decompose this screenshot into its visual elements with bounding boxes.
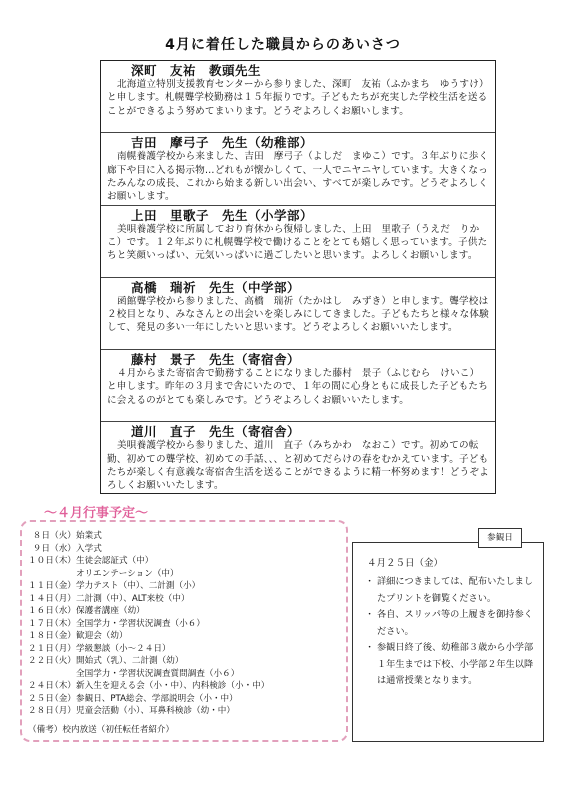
- schedule-row: [28, 618, 340, 631]
- visit-item: [363, 640, 535, 690]
- schedule-weekday: （木）: [50, 681, 76, 691]
- staff-entry: [101, 422, 495, 494]
- staff-entry: [101, 206, 495, 278]
- staff-message: 函館聾学校から参りました、高橋 瑞祈（たかはし みずき）と申します。聾学校は２校目となり、みなさんとの出会いを楽しみにしてきました。子どもたちと様々な体験して、発見の多い一年にしたいと思います。どうぞよろしくお願いいたします。: [107, 295, 489, 334]
- schedule-day: １０日: [28, 556, 54, 566]
- schedule-event: 始業式: [76, 531, 102, 541]
- schedule-weekday: （月）: [50, 593, 76, 604]
- schedule-event: 児童会活動（小）、耳鼻科検診（幼・中）: [76, 706, 235, 716]
- schedule-event: 入学式: [76, 543, 102, 554]
- schedule-event: 二計測（中）、ALT来校（中）: [76, 593, 190, 604]
- schedule-day: ９日: [32, 543, 50, 554]
- schedule-weekday: （月）: [50, 706, 76, 716]
- staff-greetings: [100, 60, 496, 494]
- bullet: ・: [365, 576, 375, 587]
- schedule-heading: ～４月行事予定～: [44, 506, 149, 521]
- schedule-event: 新入生を迎える会（小・中）、内科検診（小・中）: [76, 681, 270, 691]
- schedule-day: １６日: [28, 606, 54, 616]
- staff-entry: [101, 61, 495, 133]
- staff-name: 道川 直子 先生（寄宿舎）: [131, 424, 301, 440]
- schedule-event: 保護者講座（幼）: [76, 606, 145, 616]
- schedule-weekday: （水）: [50, 543, 76, 554]
- staff-message: 北海道立特別支援教育センターから参りました、深町 友祐（ふかまち ゆうすけ）と申します。札幌聾学校勤務は１５年振りです。子どもたちが充実した学校生活を送ることができるよう努めてまいります。どうぞよろしくお願いします。: [107, 79, 489, 117]
- schedule-weekday: （火）: [50, 531, 76, 541]
- schedule-row: [28, 543, 340, 556]
- schedule-event: 開始式（乳）、二計測（幼）: [76, 656, 184, 666]
- schedule-subitem: 全国学力・学習状況調査質問調査（小６）: [76, 668, 240, 679]
- visit-day-box: [352, 542, 544, 742]
- schedule-event: 学力テスト（中）、二計測（小）: [76, 581, 201, 591]
- schedule-day: ２１日: [28, 643, 54, 654]
- schedule-event: 生徒会認証式（中）: [76, 556, 154, 566]
- schedule-row: [28, 593, 340, 606]
- schedule-weekday: （金）: [50, 631, 76, 641]
- visit-item-text: 詳細につきましては、配布いたしましたプリントを御覧ください。: [377, 576, 534, 604]
- schedule-weekday: （金）: [50, 693, 76, 704]
- schedule-day: ２２日: [28, 656, 54, 666]
- schedule-day: １４日: [28, 593, 54, 604]
- schedule-row: [28, 555, 340, 568]
- staff-name: 上田 里歌子 先生（小学部）: [131, 207, 314, 223]
- schedule-row: [28, 643, 340, 656]
- schedule-row: [28, 705, 340, 718]
- schedule-weekday: （金）: [50, 581, 76, 591]
- schedule-event: 全国学力・学習状況調査（小６）: [76, 618, 205, 629]
- staff-name: 深町 友祐 教頭先生: [131, 63, 262, 78]
- schedule-row: [28, 630, 340, 643]
- schedule-row: [28, 655, 340, 668]
- staff-name: 高橋 瑞祈 先生（中学部）: [131, 279, 301, 295]
- staff-message: 南幌養護学校から来ました、吉田 摩弓子（よしだ まゆこ）です。３年ぶりに歩く廊下や目に入る掲示物…どれもが懐かしくて、一人でニヤニヤしています。大きくなったみんなの成長、これから始まる新しい出会い、すべてが楽しみです。どうぞよろしくお願いします。: [107, 151, 489, 203]
- schedule-event: 学級懇談（小～２４日）: [76, 643, 171, 654]
- schedule-note: （備考）校内放送（初任転任者紹介）: [28, 724, 175, 735]
- visit-item: [363, 574, 535, 607]
- visit-item: [363, 607, 535, 640]
- schedule-row: [28, 693, 340, 706]
- schedule-weekday: （木）: [50, 618, 76, 629]
- schedule-day: ２４日: [28, 681, 54, 691]
- staff-name: 吉田 摩弓子 先生（幼稚部）: [131, 135, 314, 151]
- schedule-subitem: オリエンテーション（中）: [76, 568, 179, 579]
- staff-message: 美唄養護学校から参りました、道川 直子（みちかわ なおこ）です。初めての転勤、初めての聾学校、初めての手話、、、と初めてだらけの春をむかえています。子どもたちが楽しく有意義な寄宿舎生活を送ることができるように精一杯努めます！どうぞよろしくお願いいたします。: [107, 440, 489, 492]
- schedule-row: [28, 680, 340, 693]
- schedule-day: １７日: [28, 618, 54, 629]
- schedule-box: [20, 520, 348, 742]
- schedule-day: １１日: [28, 581, 54, 591]
- schedule-weekday: （木）: [50, 556, 76, 566]
- schedule-day: ２８日: [28, 706, 54, 716]
- staff-message: ４月からまた寄宿舎で勤務することになりました藤村 景子（ふじむら けいこ）と申します。昨年の３月まで舎にいたので、１年の間に心身ともに成長した子どもたちに会えるのがとても楽しみです。どうぞよろしくお願いいたします。: [107, 368, 488, 406]
- bullet: ・: [365, 609, 375, 620]
- schedule-event: 歓迎会（幼）: [76, 631, 128, 641]
- staff-message: 美唄養護学校に所属しており育休から復帰しました、上田 里歌子（うえだ りかこ）です。１２年ぶりに札幌聾学校で働けることをとても嬉しく思っています。子供たちと笑顔いっぱい、元気いっぱいに過ごしたいと思います。よろしくお願いします。: [107, 223, 488, 262]
- schedule-row: [28, 580, 340, 593]
- schedule-event: 参観日、PTA総会、学部説明会（小・中）: [76, 693, 238, 704]
- visit-item-text: 各自、スリッパ等の上履きを御持参ください。: [377, 609, 533, 637]
- staff-entry: [101, 350, 495, 422]
- staff-entry: [101, 133, 495, 205]
- schedule-row: [28, 530, 340, 543]
- staff-name: 藤村 景子 先生（寄宿舎）: [131, 352, 301, 368]
- visit-date: ４月２５日（金）: [367, 558, 444, 569]
- schedule-day: ２５日: [28, 693, 54, 704]
- visit-item-text: 参観日終了後、幼稚部３歳から小学部１年生までは下校、小学部２年生以降は通常授業となります。: [377, 642, 534, 686]
- visit-day-label: 参観日: [478, 528, 522, 548]
- schedule-weekday: （月）: [50, 643, 76, 654]
- schedule-weekday: （火）: [50, 656, 76, 666]
- schedule-weekday: （水）: [50, 606, 76, 616]
- page-title: 4月に着任した職員からのあいさつ: [165, 37, 401, 53]
- staff-entry: [101, 278, 495, 350]
- schedule-day: ８日: [32, 531, 50, 541]
- schedule-list: [28, 530, 340, 718]
- schedule-row: [28, 605, 340, 618]
- bullet: ・: [365, 642, 375, 653]
- schedule-day: １８日: [28, 631, 54, 641]
